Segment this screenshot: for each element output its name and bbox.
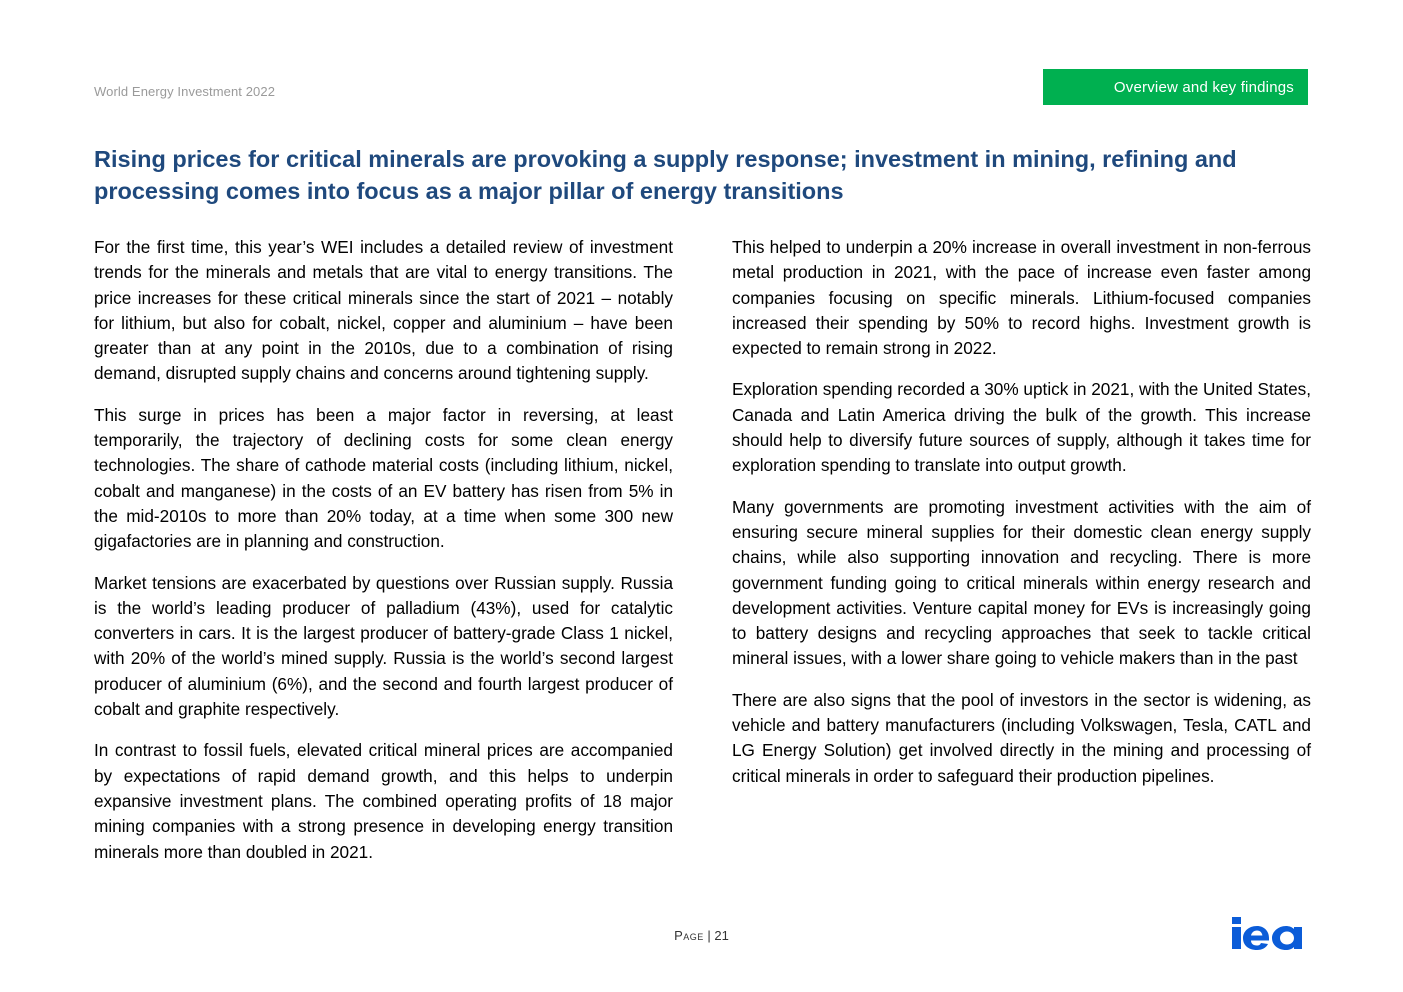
right-column	[732, 235, 1311, 805]
page-number	[0, 928, 1403, 943]
section-tag	[1043, 69, 1308, 105]
page-number-value: 21	[714, 928, 729, 943]
page-label: Page	[674, 928, 704, 943]
iea-logo-icon	[1231, 914, 1311, 952]
paragraph: For the first time, this year’s WEI includes a detailed review of investment trends for the minerals and metals that are vital to energy transitions. The price increases for these critical minerals since the start of 2021 – notably for lithium, but also for cobalt, nickel, copper and aluminium – have been greater than at any point in the 2010s, due to a combination of rising demand, disrupted supply chains and concerns around tightening supply.	[94, 237, 673, 384]
page-separator: |	[707, 928, 711, 943]
page-title: Rising prices for critical minerals are provoking a supply response; investment in mining, refining and processing comes into focus as a major pillar of energy transitions	[94, 146, 1237, 204]
report-title: World Energy Investment 2022	[94, 84, 276, 99]
paragraph: Market tensions are exacerbated by questions over Russian supply. Russia is the world’s leading producer of palladium (43%), used for catalytic converters in cars. It is the largest producer of battery-grade Class 1 nickel, with 20% of the world’s mined supply. Russia is the world’s second largest producer of aluminium (6%), and the second and fourth largest producer of cobalt and graphite respectively.	[94, 572, 673, 720]
paragraph: In contrast to fossil fuels, elevated critical mineral prices are accompanied by expectations of rapid demand growth, and this helps to underpin expansive investment plans. The combined operating profits of 18 major mining companies with a strong presence in developing energy transition minerals more than doubled in 2021.	[94, 740, 673, 862]
paragraph: Exploration spending recorded a 30% uptick in 2021, with the United States, Canada and Latin America driving the bulk of the growth. This increase should help to diversify future sources of supply, although it takes time for exploration spending to translate into output growth.	[732, 379, 1312, 476]
paragraph: This helped to underpin a 20% increase in overall investment in non-ferrous metal production in 2021, with the pace of increase even faster among companies focusing on specific minerals. Lithium-focused companies increased their spending by 50% to record highs. Investment growth is expected to remain strong in 2022.	[732, 237, 1311, 359]
paragraph: Many governments are promoting investment activities with the aim of ensuring secure mineral supplies for their domestic clean energy supply chains, while also supporting innovation and recycling. There is more government funding going to critical minerals within energy research and development activities. Venture capital money for EVs is increasingly going to battery designs and recycling approaches that seek to tackle critical mineral issues, with a lower share going to vehicle makers than in the past	[732, 496, 1311, 669]
paragraph: There are also signs that the pool of investors in the sector is widening, as vehicle and battery manufacturers (including Volkswagen, Tesla, CATL and LG Energy Solution) get involved directly in the mining and processing of critical minerals in order to safeguard their production pipelines.	[732, 689, 1311, 786]
paragraph: This surge in prices has been a major factor in reversing, at least temporarily, the trajectory of declining costs for some clean energy technologies. The share of cathode material costs (including lithium, nickel, cobalt and manganese) in the costs of an EV battery has risen from 5% in the mid-2010s to more than 20% today, at a time when some 300 new gigafactories are in planning and construction.	[94, 404, 673, 552]
left-column	[94, 235, 673, 881]
section-tag-label: Overview and key findings	[1113, 78, 1294, 96]
